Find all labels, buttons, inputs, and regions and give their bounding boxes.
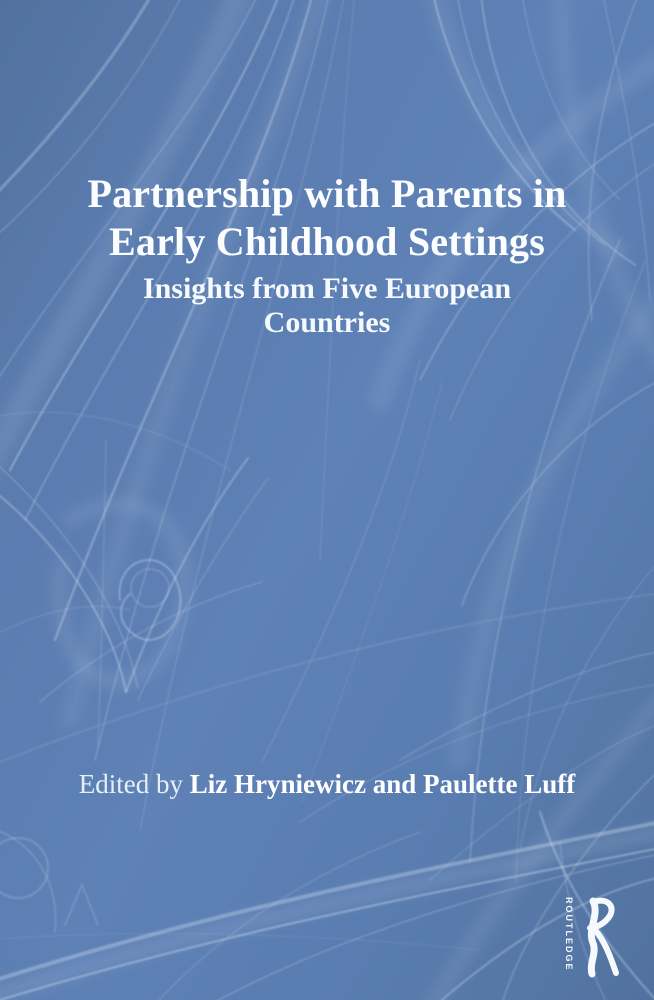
routledge-wordmark: ROUTLEDGE (564, 897, 574, 972)
byline (0, 768, 654, 800)
byline-authors: Liz Hryniewicz and Paulette Luff (189, 769, 576, 799)
book-title-line1: Partnership with Parents in (87, 171, 567, 216)
book-title-line2: Early Childhood Settings (108, 219, 545, 264)
routledge-r-icon (578, 895, 620, 979)
book-subtitle (0, 272, 654, 340)
routledge-logo (563, 894, 620, 980)
byline-prefix: Edited by (78, 769, 190, 799)
book-subtitle-line2: Countries (263, 306, 391, 339)
book-subtitle-line1: Insights from Five European (142, 272, 512, 305)
book-title (0, 170, 654, 266)
